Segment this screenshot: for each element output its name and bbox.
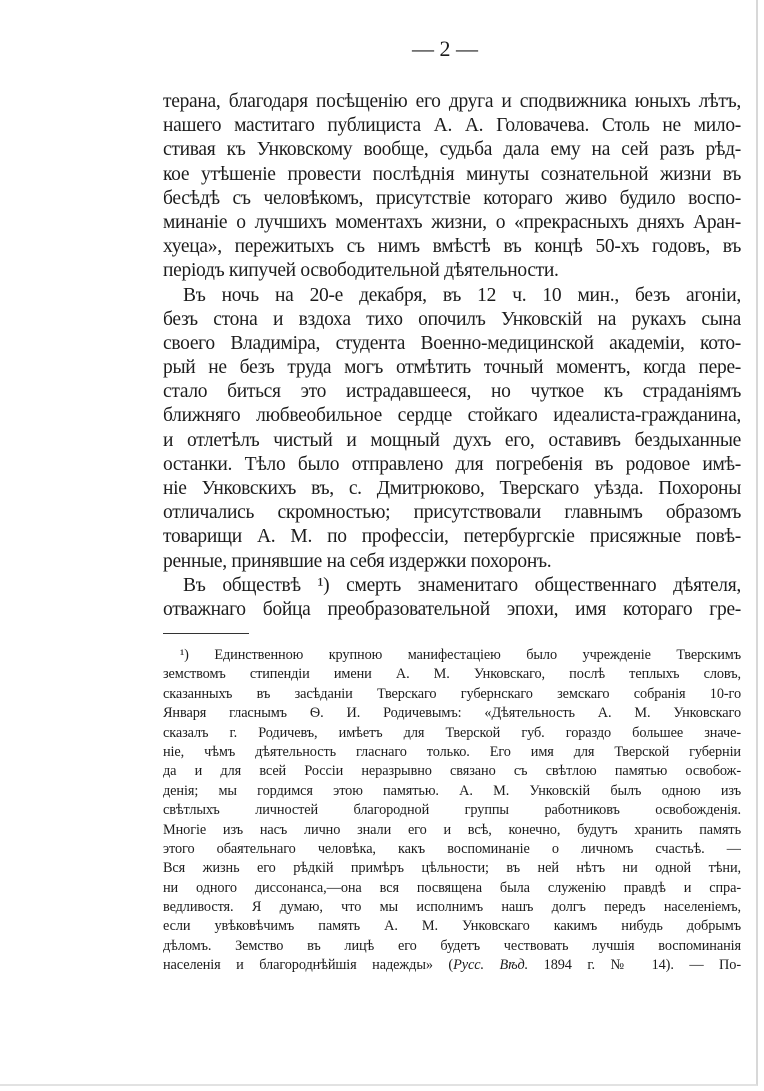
footnote-line: ніе, чѣмъ дѣятельность гласнаго только. Его имя для Тверской губерніи xyxy=(163,743,741,760)
footnote-line: сказанныхъ въ засѣданіи Тверскаго губернскаго земскаго собранія 10-го xyxy=(163,685,741,702)
text-line: ближняго любвеобильное сердце стойкаго идеалиста-гражданина, xyxy=(163,405,741,427)
footnote-line: ¹) Единственною крупною манифестаціею было учрежденіе Тверскимъ xyxy=(180,647,741,663)
footnote-line: да и для всей Россіи неразрывно связано съ свѣтлою памятью освобож- xyxy=(163,763,741,780)
text-line: ренные, принявшие на себя издержки похоронъ. xyxy=(163,550,552,572)
text-line: Въ ночь на 20-е декабря, въ 12 ч. 10 мин., безъ агоніи, xyxy=(183,284,741,306)
text-line: рый не безъ труда могъ отмѣтить точный моментъ, когда пере- xyxy=(163,357,741,379)
text-line: отважнаго бойца преобразовательной эпохи, имя котораго гре- xyxy=(163,598,741,620)
footnote-line: ни одного диссонанса,—она вся посвящена была служенію правдѣ и спра- xyxy=(163,879,741,896)
source-citation: Русс. Вѣд. xyxy=(453,957,529,974)
main-text xyxy=(163,90,741,622)
text-line: и отлетѣлъ чистый и мощный духъ его, оставивъ бездыханные xyxy=(163,429,741,451)
footnote-line: Многіе изъ насъ лично знали его и всѣ, конечно, будутъ хранить память xyxy=(163,821,741,838)
text-line: своего Владиміра, студента Военно-медицинской академіи, кото- xyxy=(163,332,741,354)
footnote-line: свѣтлыхъ личностей благородной группы работниковъ освобожденія. xyxy=(163,802,741,819)
footnote-line: земствомъ стипендіи имени А. М. Унковскаго, послѣ теплыхъ словъ, xyxy=(163,666,741,683)
footnote-line: если увѣковѣчимъ память А. М. Унковскаго какимъ нибудь добрымъ xyxy=(163,918,741,935)
text-line: безъ стона и вздоха тихо опочилъ Унковскій на рукахъ сына xyxy=(163,308,741,330)
text-line: нашего маститаго публициста А. А. Головачева. Столь не мило- xyxy=(163,115,741,137)
footnote-line: Января гласнымъ Ѳ. И. Родичевымъ: «Дѣятельность А. М. Унковскаго xyxy=(163,705,741,722)
footnote-line: ведливостя. Я думаю, что мы исполнимъ нашъ долгъ передъ населеніемъ, xyxy=(163,899,741,916)
text-line: стивая къ Унковскому вообще, судьба дала ему на сей разъ рѣд- xyxy=(163,139,741,161)
text-line: ніе Унковскихъ въ, с. Дмитрюково, Тверскаго уѣзда. Похороны xyxy=(163,478,741,499)
text-line: Въ обществѣ ¹) смерть знаменитаго общественнаго дѣятеля, xyxy=(183,574,741,596)
footnote-line xyxy=(163,956,741,975)
text-line: бесѣдѣ съ человѣкомъ, присутствіе котораго живо будило воспо- xyxy=(163,187,741,209)
text-line: товарищи А. М. по профессіи, петербургскіе присяжные повѣ- xyxy=(163,526,741,548)
page-number: — 2 — xyxy=(412,36,478,61)
text-line: терана, благодаря посѣщенію его друга и сподвижника юныхъ лѣтъ, xyxy=(163,91,741,112)
text-line: отличались скромностью; присутствовали главнымъ образомъ xyxy=(163,502,741,524)
footnote-segment: населенія и благороднѣйшія надежды» ( xyxy=(163,957,454,974)
footnote-separator xyxy=(163,633,249,634)
text-line: кое утѣшеніе провести послѣднія минуты сознательной жизни въ xyxy=(163,163,741,185)
footnote-line: этого обаятельнаго человѣка, какъ воспоминаніе о личномъ счастьѣ. — xyxy=(163,840,741,857)
footnote-line: Вся жизнь его рѣдкій примѣръ цѣльности; въ ней нѣтъ ни одной тѣни, xyxy=(163,860,741,877)
text-line: стало биться это истрадавшееся, но чуткое къ страданіямъ xyxy=(163,381,741,403)
footnote xyxy=(163,646,741,976)
text-line: періодъ кипучей освободительной дѣятельности. xyxy=(163,260,559,282)
text-line: хуеца», пережитыхъ съ нимъ вмѣстѣ въ концѣ 50-хъ годовъ, въ xyxy=(163,236,741,258)
footnote-line: дѣломъ. Земство въ лицѣ его будетъ чествовать лучшія воспоминанія xyxy=(163,937,741,954)
footnote-line: сказалъ г. Родичевъ, имѣетъ для Тверской губ. гораздо большее значе- xyxy=(163,724,741,741)
text-line: минаніе о лучшихъ моментахъ жизни, о «прекрасныхъ дняхъ Аран- xyxy=(163,211,741,233)
footnote-line: денія; мы гордимся этою памятью. А. М. Унковскій былъ одною изъ xyxy=(163,782,741,799)
text-line: останки. Тѣло было отправлено для погребенія въ родовое имѣ- xyxy=(163,453,741,475)
footnote-segment: 1894 г. № 14). — По- xyxy=(528,957,741,974)
